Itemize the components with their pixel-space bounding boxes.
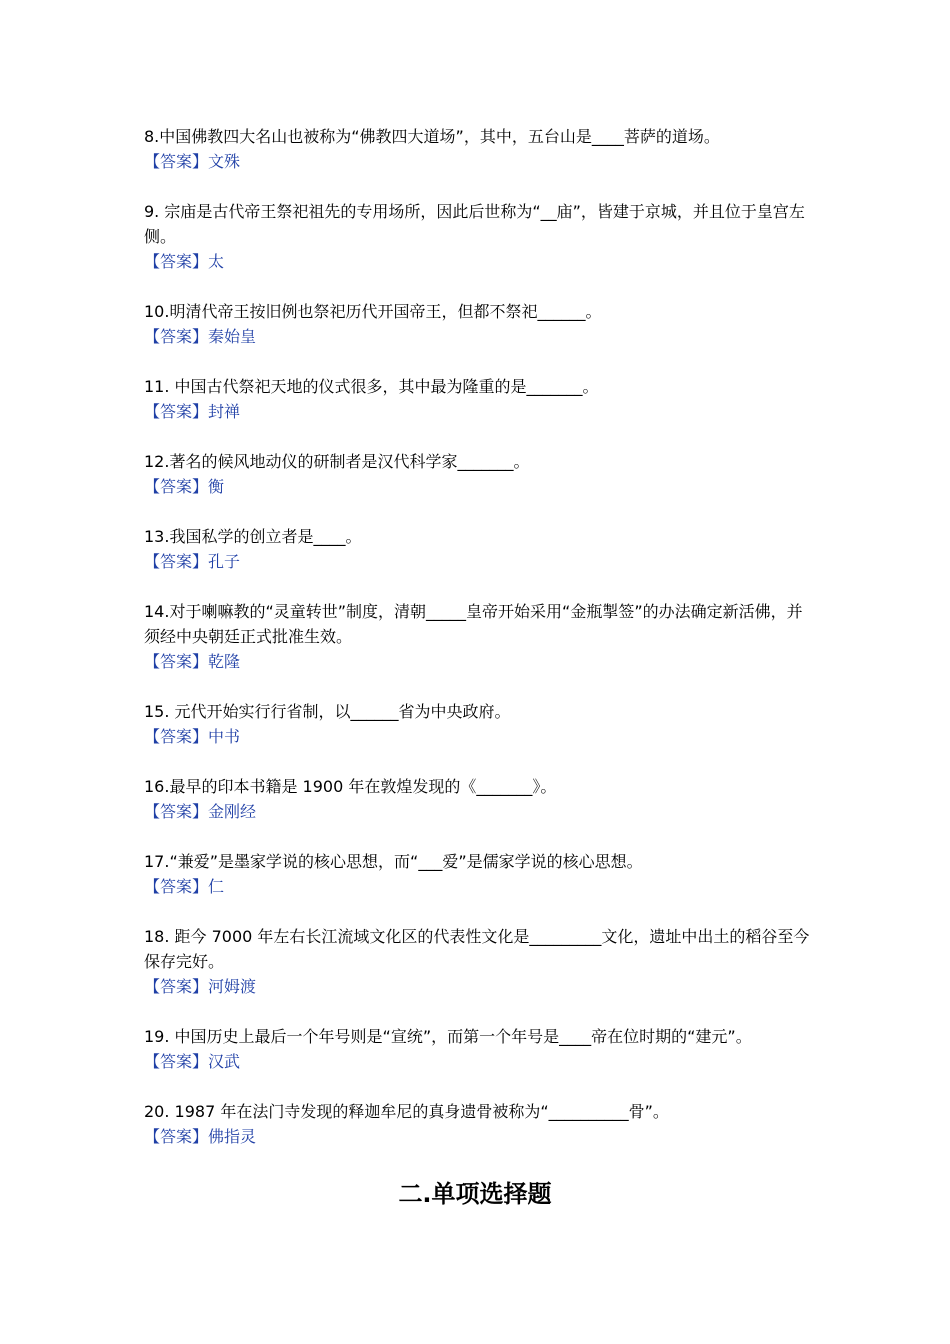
- question-text: 15. 元代开始实行行省制，以______省为中央政府。: [144, 702, 511, 721]
- question-item: [144, 374, 812, 424]
- answer-text: 【答案】河姆渡: [144, 977, 257, 996]
- question-text: 10.明清代帝王按旧例也祭祀历代开国帝王，但都不祭祀______。: [144, 302, 602, 321]
- answer-text: 【答案】乾隆: [144, 652, 241, 671]
- question-list: [144, 124, 812, 1174]
- question-text: 11. 中国古代祭祀天地的仪式很多，其中最为隆重的是_______。: [144, 377, 599, 396]
- question-item: [144, 1099, 812, 1149]
- answer-text: 【答案】衡: [144, 477, 225, 496]
- question-text: 9. 宗庙是古代帝王祭祀祖先的专用场所，因此后世称为“__庙”，皆建于京城，并且位于皇宫左侧。: [144, 202, 805, 246]
- answer-text: 【答案】中书: [144, 727, 241, 746]
- question-text: 14.对于喇嘛教的“灵童转世”制度，清朝_____皇帝开始采用“金瓶掣签”的办法确定新活佛，并须经中央朝廷正式批准生效。: [144, 602, 803, 646]
- answer-text: 【答案】汉武: [144, 1052, 241, 1071]
- question-text: 16.最早的印本书籍是 1900 年在敦煌发现的《_______》。: [144, 777, 557, 796]
- answer-text: 【答案】封禅: [144, 402, 241, 421]
- question-text: 19. 中国历史上最后一个年号则是“宣统”，而第一个年号是____帝在位时期的“建元”。: [144, 1027, 752, 1046]
- answer-text: 【答案】太: [144, 252, 225, 271]
- section-title: 二.单项选择题: [398, 1180, 552, 1208]
- question-item: [144, 699, 812, 749]
- question-item: [144, 1024, 812, 1074]
- question-text: 20. 1987 年在法门寺发现的释迦牟尼的真身遗骨被称为“__________骨”。: [144, 1102, 669, 1121]
- question-item: [144, 924, 812, 999]
- answer-text: 【答案】佛指灵: [144, 1127, 257, 1146]
- answer-text: 【答案】文殊: [144, 152, 241, 171]
- question-item: [144, 199, 812, 274]
- question-item: [144, 774, 812, 824]
- answer-text: 【答案】金刚经: [144, 802, 257, 821]
- question-text: 13.我国私学的创立者是____。: [144, 527, 362, 546]
- question-text: 8.中国佛教四大名山也被称为“佛教四大道场”，其中，五台山是____菩萨的道场。: [144, 127, 720, 146]
- answer-text: 【答案】秦始皇: [144, 327, 257, 346]
- question-text: 12.著名的候风地动仪的研制者是汉代科学家_______。: [144, 452, 530, 471]
- question-item: [144, 524, 812, 574]
- question-text: 18. 距今 7000 年左右长江流域文化区的代表性文化是_________文化，遗址中出土的稻谷至今保存完好。: [144, 927, 810, 971]
- question-item: [144, 124, 812, 174]
- question-item: [144, 299, 812, 349]
- question-text: 17.“兼爱”是墨家学说的核心思想，而“___爱”是儒家学说的核心思想。: [144, 852, 643, 871]
- question-item: [144, 849, 812, 899]
- answer-text: 【答案】孔子: [144, 552, 241, 571]
- question-item: [144, 599, 812, 674]
- question-item: [144, 449, 812, 499]
- answer-text: 【答案】仁: [144, 877, 225, 896]
